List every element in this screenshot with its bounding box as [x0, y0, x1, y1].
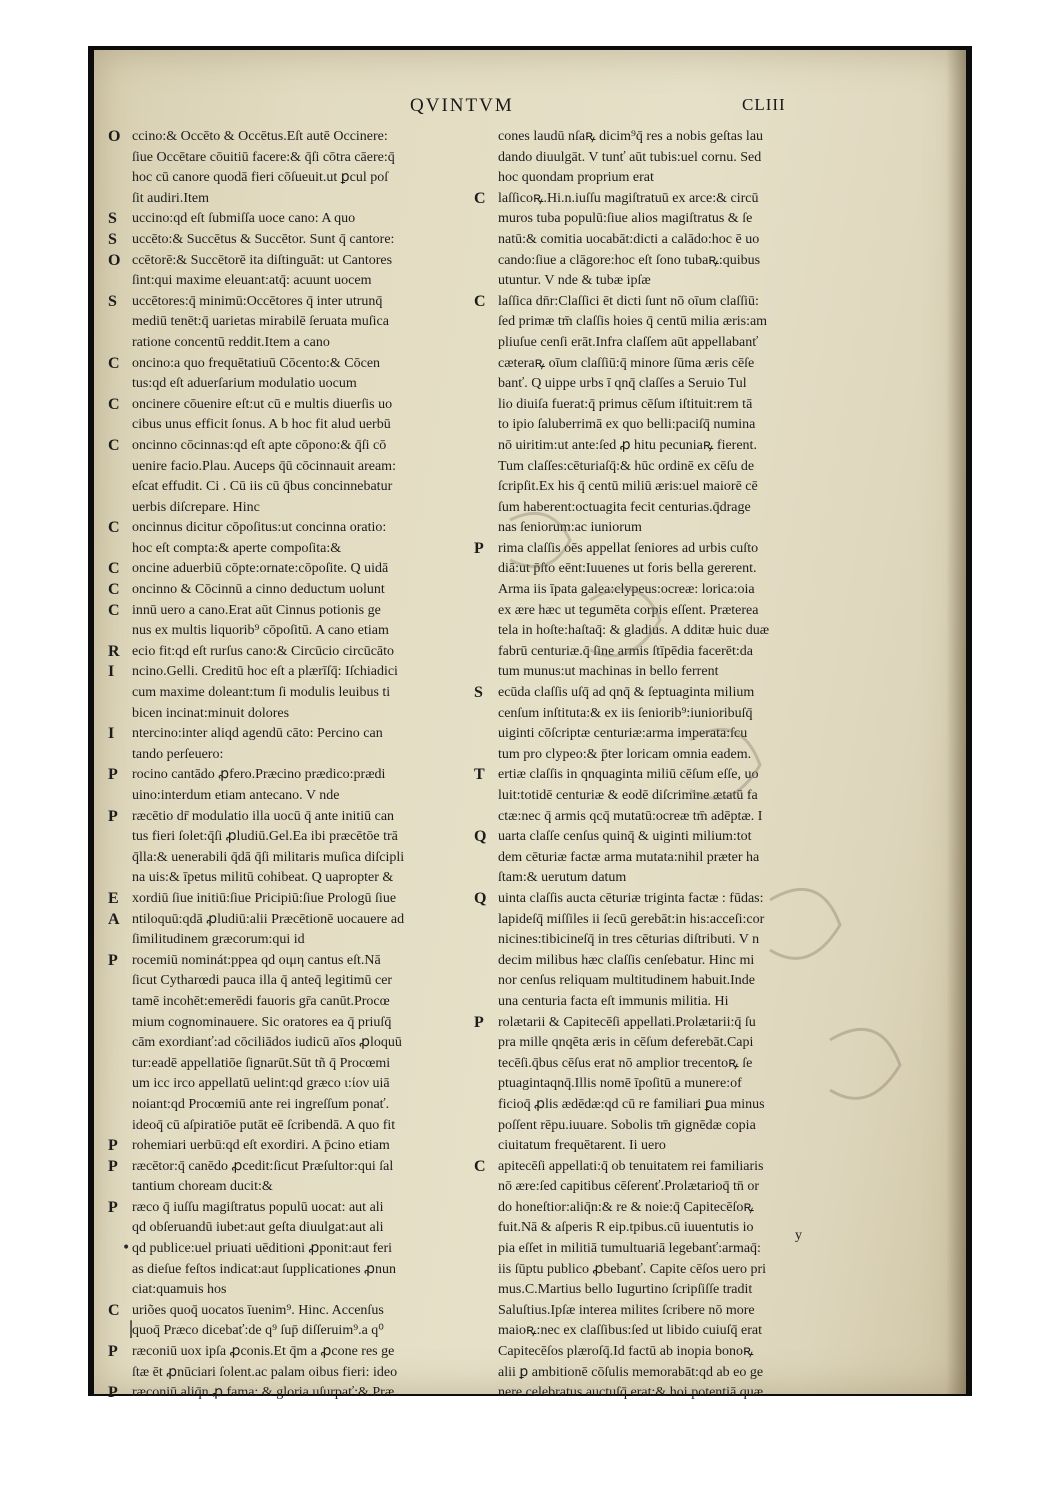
line-text: cum maxime doleant:tum ſi modulis leuibus ti — [132, 685, 391, 701]
line-text: pliuſue cenſi erāt.Infra claſſem aūt appellabanť — [498, 334, 759, 350]
text-line — [108, 230, 458, 251]
line-text: ratione concentū reddit.Item a cano — [132, 334, 330, 350]
text-line — [108, 1280, 458, 1301]
initial-letter: C — [108, 395, 120, 413]
text-line — [474, 271, 829, 292]
text-line — [108, 642, 458, 663]
line-text: nus ex multis liquorib⁹ cōpoſitū. A cano etiam — [132, 623, 389, 639]
text-line — [474, 230, 829, 251]
initial-letter: P — [474, 1013, 484, 1031]
line-text: hoc cū canore quodā fieri cōſueuit.ut ꝑcul poſ — [132, 170, 389, 186]
text-line — [474, 209, 829, 230]
line-text: tecēſi.q̄bus cēſus erat nō amplior trecentoꝶ ſe — [498, 1055, 753, 1071]
line-text: ræcētor:q̄ canēdo ꝓcedit:ſicut Præſultor:qui ſal — [132, 1158, 394, 1174]
text-line — [474, 415, 829, 436]
line-text: um icc irco appellatū uelint:qd græco ι:ίον uiā — [132, 1076, 390, 1092]
text-line — [474, 889, 829, 910]
text-line — [108, 601, 458, 622]
initial-letter: C — [108, 1301, 120, 1319]
initial-letter: P — [108, 1198, 118, 1216]
line-text: lio diuiſa fuerat:q̄ primus cēſum iſtituit:rem tā — [498, 396, 753, 412]
text-line — [474, 539, 829, 560]
initial-letter: P — [108, 1157, 118, 1175]
line-text: ncino.Gelli. Creditū hoc eſt a plærīſq̄: Iſchiadici — [132, 664, 398, 680]
text-line — [108, 374, 458, 395]
line-text: uccētores:q̄ minimū:Occētores q̄ inter utrunq̄ — [132, 293, 383, 309]
line-text: tur:eadē appellatiōe ſignarūt.Sūt tñ q̄ Procœmi — [132, 1055, 391, 1071]
line-text: ccētorē:& Succētorē ita diſtinguāt: ut Cantores — [132, 252, 393, 268]
text-line — [108, 1198, 458, 1219]
text-line — [474, 971, 829, 992]
text-line — [474, 374, 829, 395]
line-text: ptuagintaqnq̄.Illis nomē īpoſitū a munere:of — [498, 1076, 742, 1092]
text-line — [474, 477, 829, 498]
line-text: uino:interdum etiam antecano. V nde — [132, 788, 340, 803]
text-line — [474, 1177, 829, 1198]
text-line — [108, 724, 458, 745]
line-text: ræconiū aliq̄n ꝓ fama: & gloria uſurpať:& Præ — [132, 1385, 395, 1401]
line-text: hoc quondam proprium erat — [498, 170, 654, 186]
initial-letter: T — [474, 766, 485, 784]
text-line — [108, 1074, 458, 1095]
initial-letter: S — [108, 210, 117, 228]
text-line — [474, 621, 829, 642]
line-text: tus fieri ſolet:q̄ſi ꝓludiū.Gel.Ea ibi præcētōe trā — [132, 829, 398, 845]
text-line — [108, 1383, 458, 1404]
line-text: lapideſq̄ miſſiles ii ſecū gerebāt:in his:acceſi:cor — [498, 911, 765, 927]
text-line — [474, 436, 829, 457]
text-line — [108, 354, 458, 375]
text-line — [474, 498, 829, 519]
text-line — [474, 1260, 829, 1281]
text-line — [474, 786, 829, 807]
line-text: rocemiū nominát:ppea qd οιμη cantus eſt.Nā — [132, 952, 381, 968]
line-text: rolætarii & Capitecēſi appellati.Prolætarii:q̄ ſu — [498, 1014, 756, 1030]
line-text: rohemiari uerbū:qd eſt exordiri. A p̄cino etiam — [132, 1138, 390, 1154]
line-text: nō ære:ſed capitibus cēſerenť.Prolætarioq̄ tn̄ or — [498, 1179, 760, 1195]
text-line — [474, 1116, 829, 1137]
text-line — [108, 539, 458, 560]
text-line — [474, 992, 829, 1013]
initial-letter: A — [108, 910, 120, 928]
initial-letter: I — [108, 725, 115, 743]
line-text: ſcripſit.Ex his q̄ centū miliū æris:uel maiorē cē — [498, 479, 758, 495]
line-text: qd obſeruandū iubet:aut geſta diuulgat:aut ali — [132, 1220, 384, 1236]
text-line — [474, 168, 829, 189]
line-text: poſſent rēpu.iuuare. Sobolis tm̄ gignēdæ copia — [498, 1117, 756, 1133]
line-text: q̄lla:& uenerabili q̄dā q̄ſi militaris muſica diſcipli — [132, 849, 405, 865]
text-line — [474, 724, 829, 745]
text-line — [474, 251, 829, 272]
line-text: uiginti cōſcriptæ centuriæ:arma imperata:ſcu — [498, 726, 748, 742]
line-text: uriões quoq̄ uocatos īuenim⁹. Hinc. Accenſus — [132, 1302, 384, 1318]
line-text: noiant:qd Procœmiū ante rei ingreſſum ponať. — [132, 1096, 390, 1112]
line-text: cones laudū nſaꝶ dicim⁹q̄ res a nobis geſtas lau — [498, 129, 764, 144]
text-line — [108, 1301, 458, 1322]
text-line — [108, 333, 458, 354]
initial-letter: Q — [474, 889, 487, 907]
line-text: oncinnus dicitur cōpoſitus:ut concinna oratio: — [132, 520, 387, 536]
text-line — [108, 868, 458, 889]
line-text: uarta claſſe cenſus quinq̄ & uiginti milium:tot — [498, 829, 752, 845]
text-line — [108, 1136, 458, 1157]
text-line — [108, 457, 458, 478]
line-text: muros tuba populū:ſiue alios magiſtratus & ſe — [498, 211, 753, 227]
line-text: fabrū centuriæ.q̄ ſine armis ſtīpēdia facerēt:da — [498, 643, 754, 659]
line-text: ſtæ ēt ꝓnūciari ſolent.ac palam oibus fieri: ideo — [132, 1364, 398, 1380]
line-text: nor cenſus reliquam multitudinem habuit.Inde — [498, 973, 755, 989]
text-line — [108, 1116, 458, 1137]
line-text: tum munus:ut machinas in bello ferrent — [498, 664, 719, 680]
text-line — [108, 827, 458, 848]
text-line — [108, 889, 458, 910]
text-line — [108, 251, 458, 272]
initial-letter: O — [108, 128, 121, 145]
catchword: y — [795, 1228, 802, 1243]
text-line — [474, 333, 829, 354]
line-text: ræco q̄ iuſſu magiſtratus populū uocat: aut ali — [132, 1199, 384, 1215]
line-text: ſiue Occētare cōuitiū facere:& q̄ſi cōtra cāere:q̄ — [132, 149, 395, 165]
initial-letter: E — [108, 889, 119, 907]
text-line — [474, 1198, 829, 1219]
text-line — [474, 457, 829, 478]
line-text: natū:& comitia uocabāt:dicti a calādo:hoc ē uo — [498, 231, 760, 247]
text-line — [108, 786, 458, 807]
line-text: oncinno cōcinnas:qd eſt apte cōpono:& q̄ſi cō — [132, 437, 387, 453]
line-text: laſſica dn̄r:Claſſici ēt dicti ſunt nō oīum claſſiū: — [498, 293, 759, 309]
line-text: tum pro clypeo:& p̄ter loricam omnia eadem. — [498, 746, 752, 762]
line-text: ſint:qui maxime eleuant:atq̄: acuunt uocem — [132, 273, 372, 289]
text-line — [474, 642, 829, 663]
text-line — [474, 1239, 829, 1260]
line-text: banť. Q uippe urbs ī qnq̄ claſſes a Seruio Tul — [498, 376, 747, 392]
line-text: ſit audiri.Item — [132, 190, 209, 206]
line-text: cæteraꝶ oīum claſſiū:q̄ minore ſūma æris cēſe — [498, 355, 755, 371]
line-text: ſicut Cytharœdi pauca illa q̄ anteq̄ legitimū cer — [132, 973, 393, 989]
text-line — [474, 1013, 829, 1034]
text-line — [108, 621, 458, 642]
initial-letter: O — [108, 251, 121, 269]
line-text: uinta claſſis aucta cēturiæ triginta factæ : fūdas: — [498, 890, 764, 906]
line-text: luit:totidē centuriæ & eodē diſcrimine ætatū fa — [498, 788, 758, 803]
text-line — [108, 580, 458, 601]
text-line — [108, 1033, 458, 1054]
right-text-column — [474, 127, 829, 1404]
line-text: as dieſue feſtos indicat:aut ſupplicationes ꝓnun — [132, 1261, 396, 1277]
initial-letter: S — [108, 292, 117, 310]
line-text: oncinere cōuenire eſt:ut cū e multis diuerſis uo — [132, 396, 393, 412]
text-line — [108, 292, 458, 313]
line-text: rima claſſis oēs appellat ſeniores ad urbis cuſto — [498, 540, 759, 556]
running-head: QVINTVM — [410, 95, 514, 116]
text-line — [474, 580, 829, 601]
text-line — [108, 271, 458, 292]
line-text: una centuria facta eſt immunis militia. Hi — [498, 993, 729, 1009]
text-line — [108, 992, 458, 1013]
initial-letter: Q — [474, 828, 487, 846]
margin-mark: | — [128, 1318, 135, 1339]
line-text: iis ſūptu publico ꝓbebanť. Capite cēſos uero pri — [498, 1261, 766, 1277]
text-line — [474, 1218, 829, 1239]
line-text: ræcētio dr̄ modulatio illa uocū q̄ ante initiū can — [132, 808, 395, 824]
line-text: laſſicoꝶ.Hi.n.iuſſu magiſtratuū ex arce:& circū — [498, 190, 759, 206]
line-text: Arma iis īpata galea:clypeus:ocreæ: lorica:oia — [498, 582, 755, 598]
text-line — [108, 1095, 458, 1116]
line-text: mus.C.Martius bello Iugurtino ſcripſiſſe tradit — [498, 1282, 753, 1298]
text-line — [474, 765, 829, 786]
line-text: decim milibus hæc claſſis cenſebatur. Hinc mi — [498, 952, 755, 968]
line-text: ntiloquū:qdā ꝓludiū:alii Præcētionē uocauere ad — [132, 911, 405, 927]
left-text-column — [108, 127, 458, 1404]
line-text: ſed primæ tm̄ claſſis hoies q̄ centū milia æris:am — [498, 314, 768, 330]
line-text: hoc eſt compta:& aperte compoſita:& — [132, 540, 342, 556]
text-line — [108, 168, 458, 189]
line-text: alii ꝑ ambitionē cōſulis memorabāt:qd ab eo ge — [498, 1364, 764, 1380]
text-line — [108, 1260, 458, 1281]
line-text: Tum claſſes:cēturiaſq̄:& hūc ordinē ex cēſu de — [498, 458, 755, 474]
text-line — [474, 1301, 829, 1322]
text-line — [474, 683, 829, 704]
line-text: ciat:quamuis hos — [132, 1282, 227, 1298]
text-line — [108, 1321, 458, 1342]
text-line — [474, 1095, 829, 1116]
text-line — [474, 930, 829, 951]
text-line — [474, 559, 829, 580]
text-line — [108, 1218, 458, 1239]
text-line — [108, 498, 458, 519]
line-text: pia eſſet in militiā tumultuariā legebanť:armaq̄: — [498, 1241, 761, 1257]
line-text: dem cēturiæ factæ arma mutata:nihil præter ha — [498, 849, 760, 865]
text-line — [108, 189, 458, 210]
text-line — [474, 662, 829, 683]
line-text: cām exordianť:ad cōciliādos iudicū aīos ꝓloquū — [132, 1035, 402, 1051]
line-text: ntercino:inter aliqd agendū cāto: Percino can — [132, 726, 383, 742]
line-text: nō uiritim:ut ante:ſed ꝓ hitu pecuniaꝶ fierent. — [498, 437, 757, 453]
initial-letter: C — [108, 581, 120, 599]
line-text: na uis:& īpetus militū cohibeat. Q uapropter & — [132, 870, 394, 886]
initial-letter: P — [108, 807, 118, 825]
line-text: tus:qd eſt aduerſarium modulatio uocum — [132, 376, 357, 392]
initial-letter: C — [108, 354, 120, 372]
text-line — [474, 951, 829, 972]
line-text: diā:ut p̄ſto eēnt:Iuuenes ut foris bella gererent. — [498, 561, 757, 577]
line-text: bicen incinat:minuit dolores — [132, 705, 290, 721]
line-text: rocino cantādo ꝓfero.Præcino prædico:prædi — [132, 767, 386, 783]
text-line — [474, 127, 829, 148]
initial-letter: I — [108, 663, 115, 681]
text-line — [474, 868, 829, 889]
line-text: oncine aduerbiū cōpte:ornate:cōpoſite. Q uidā — [132, 561, 389, 577]
initial-letter: P — [474, 539, 484, 557]
text-line — [108, 910, 458, 931]
line-text: cibus unus efficit ſonus. A b hoc fit alud uerbū — [132, 417, 391, 433]
line-text: oncino:a quo frequētatiuū Cōcento:& Cōcen — [132, 355, 381, 371]
text-line — [474, 189, 829, 210]
line-text: Capitecēſos plæroſq̄.Id factū ab inopia bonoꝶ — [498, 1344, 754, 1360]
text-line — [108, 312, 458, 333]
text-line — [474, 1136, 829, 1157]
text-line — [474, 1342, 829, 1363]
initial-letter: C — [108, 519, 120, 537]
text-line — [108, 683, 458, 704]
line-text: ſimilitudinem græcorum:qui id — [132, 932, 305, 948]
line-text: xordiū ſiue initiū:ſiue Pricipiū:ſiue Prologū ſiue — [132, 890, 397, 906]
line-text: quoq̄ Præco dicebať:de q⁹ ſup̄ diſſeruim⁹.a q⁰ — [132, 1323, 384, 1339]
text-line — [108, 477, 458, 498]
text-line — [108, 209, 458, 230]
line-text: nicines:tibicineſq̄ in tres cēturias diſtributi. V n — [498, 932, 760, 948]
line-text: ræconiū uox ipſa ꝓconis.Et q̄m a ꝓcone res ge — [132, 1344, 395, 1360]
initial-letter: C — [108, 560, 120, 578]
line-text: ecio fit:qd eſt rurſus cano:& Circūcio circūcāto — [132, 643, 395, 659]
text-line — [108, 1013, 458, 1034]
line-text: ctæ:nec q̄ armis qcq̄ mutatū:ocreæ tm̄ adēptæ. I — [498, 808, 763, 824]
text-line — [474, 148, 829, 169]
line-text: ecūda claſſis uſq̄ ad qnq̄ & ſeptuaginta milium — [498, 685, 755, 701]
text-line — [474, 354, 829, 375]
line-text: uccēto:& Succētus & Succētor. Sunt q̄ cantore: — [132, 231, 395, 247]
text-line — [108, 415, 458, 436]
line-text: ccino:& Occēto & Occētus.Eſt autē Occinere: — [132, 129, 388, 144]
text-line — [108, 1177, 458, 1198]
line-text: nere celebratus auctuſq̄ erat:& hoi potentiā quæ — [498, 1385, 764, 1401]
text-line — [474, 704, 829, 725]
line-text: ertiæ claſſis in qnquaginta miliū cēſum eſſe, uo — [498, 767, 759, 783]
text-line — [474, 601, 829, 622]
line-text: cando:ſiue a clāgore:hoc eſt ſono tubaꝶ:quibus — [498, 252, 761, 268]
text-line — [474, 292, 829, 313]
text-line — [108, 1054, 458, 1075]
line-text: oncinno & Cōcinnū a cinno deductum uolunt — [132, 582, 385, 598]
line-text: Saluſtius.Ipſæ interea milites ſcribere nō more — [498, 1302, 755, 1318]
initial-letter: S — [108, 230, 117, 248]
text-line — [108, 951, 458, 972]
line-text: to ipio ſaluberrimā ex quo belli:paciſq̄ numina — [498, 417, 756, 433]
initial-letter: S — [474, 684, 483, 702]
text-line — [474, 1054, 829, 1075]
text-line — [108, 848, 458, 869]
line-text: mediū tenēt:q̄ uarietas mirabilē ſeruata muſica — [132, 314, 389, 330]
text-line — [108, 704, 458, 725]
initial-letter: P — [108, 1137, 118, 1155]
initial-letter: R — [108, 642, 120, 660]
text-line — [474, 1033, 829, 1054]
line-text: pra mille qnqēta æris in cēſum deferebāt.Capi — [498, 1035, 754, 1051]
text-line — [108, 436, 458, 457]
line-text: uenire facio.Plau. Auceps q̄ū cōcinnauit aream: — [132, 458, 396, 474]
text-line — [474, 745, 829, 766]
text-line — [108, 807, 458, 828]
line-text: ſtam:& uerutum datum — [498, 870, 627, 886]
page-gutter-shadow — [946, 50, 966, 1394]
line-text: tamē incohēt:emerēdi fauoris gr̄a canūt.Procœ — [132, 993, 390, 1009]
text-line — [474, 1383, 829, 1404]
line-text: do honeſtior:aliq̄n:& re & noie:q̄ Capitecēſoꝶ — [498, 1199, 754, 1215]
text-line — [108, 559, 458, 580]
line-text: uerbis diſcrepare. Hinc — [132, 499, 260, 515]
text-line — [108, 148, 458, 169]
line-text: mium cognominauere. Sic oratores ea q̄ priuſq̄ — [132, 1014, 392, 1030]
text-line — [474, 1074, 829, 1095]
text-line — [474, 848, 829, 869]
line-text: eſcat effudit. Ci . Cū iis cū q̄bus concinnebatur — [132, 479, 393, 495]
line-text: dando diuulgāt. V tunť aūt tubis:uel cornu. Sed — [498, 149, 762, 165]
line-text: ſum haberent:octuagita fecit centurias.q̄drage — [498, 499, 751, 515]
text-line — [108, 971, 458, 992]
line-text: fuit.Nā & aſperis R eip.tpibus.cū iuuentutis io — [498, 1220, 754, 1236]
text-line — [474, 1157, 829, 1178]
line-text: tando perſeuero: — [132, 746, 224, 762]
text-line — [108, 127, 458, 148]
text-line — [108, 1157, 458, 1178]
text-line — [474, 827, 829, 848]
line-text: qd publice:uel priuati uēditioni ꝓponit:aut feri — [132, 1241, 393, 1257]
initial-letter: P — [108, 766, 118, 784]
text-line — [474, 1363, 829, 1384]
text-line — [474, 807, 829, 828]
line-text: tela in hoſte:haſtaq̄: & gladius. A dditæ huic duæ — [498, 623, 770, 639]
text-line — [108, 662, 458, 683]
text-line — [108, 745, 458, 766]
text-line — [474, 395, 829, 416]
text-line — [474, 312, 829, 333]
initial-letter: P — [108, 1384, 118, 1402]
line-text: uccino:qd eſt ſubmiſſa uoce cano: A quo — [132, 211, 356, 227]
line-text: innū uero a cano.Erat aūt Cinnus potionis ge — [132, 602, 381, 618]
text-line — [108, 395, 458, 416]
ink-dot: • — [122, 1240, 131, 1256]
text-line — [108, 1342, 458, 1363]
line-text: ideoq̄ cū aſpiratiōe putāt eē ſcribendā. A quo fit — [132, 1117, 396, 1133]
text-line — [108, 930, 458, 951]
line-text: utuntur. V nde & tubæ ipſæ — [498, 273, 651, 289]
line-text: ex ære hæc ut tegumēta corpis eſſent. Præterea — [498, 602, 759, 618]
initial-letter: C — [474, 189, 486, 207]
text-line — [474, 1280, 829, 1301]
text-line — [108, 518, 458, 539]
line-text: maioꝶ:nec ex claſſibus:ſed ut libido cuiuſq̄ erat — [498, 1323, 763, 1339]
initial-letter: P — [108, 1343, 118, 1361]
line-text: apitecēſi appellati:q̄ ob tenuitatem rei familiaris — [498, 1158, 764, 1174]
line-text: nas ſeniorum:ac iuniorum — [498, 520, 642, 536]
initial-letter: C — [108, 436, 120, 454]
initial-letter: C — [474, 1157, 486, 1175]
line-text: cenſum inſtituta:& ex iis ſeniorib⁹:iunioribuſq̄ — [498, 705, 753, 721]
text-line — [108, 1239, 458, 1260]
initial-letter: C — [474, 292, 486, 310]
initial-letter: P — [108, 951, 118, 969]
text-line — [108, 765, 458, 786]
line-text: ficioq̄ ꝓlis ædēdæ:qd cū re familiari ꝑua minus — [498, 1096, 765, 1112]
line-text: ciuitatum frequētarent. Ii uero — [498, 1138, 666, 1154]
line-text: tantium choream ducit:& — [132, 1179, 273, 1195]
text-line — [474, 1321, 829, 1342]
initial-letter: C — [108, 601, 120, 619]
folio-number: CLIII — [742, 95, 786, 114]
text-line — [474, 518, 829, 539]
text-line — [108, 1363, 458, 1384]
text-line — [474, 910, 829, 931]
